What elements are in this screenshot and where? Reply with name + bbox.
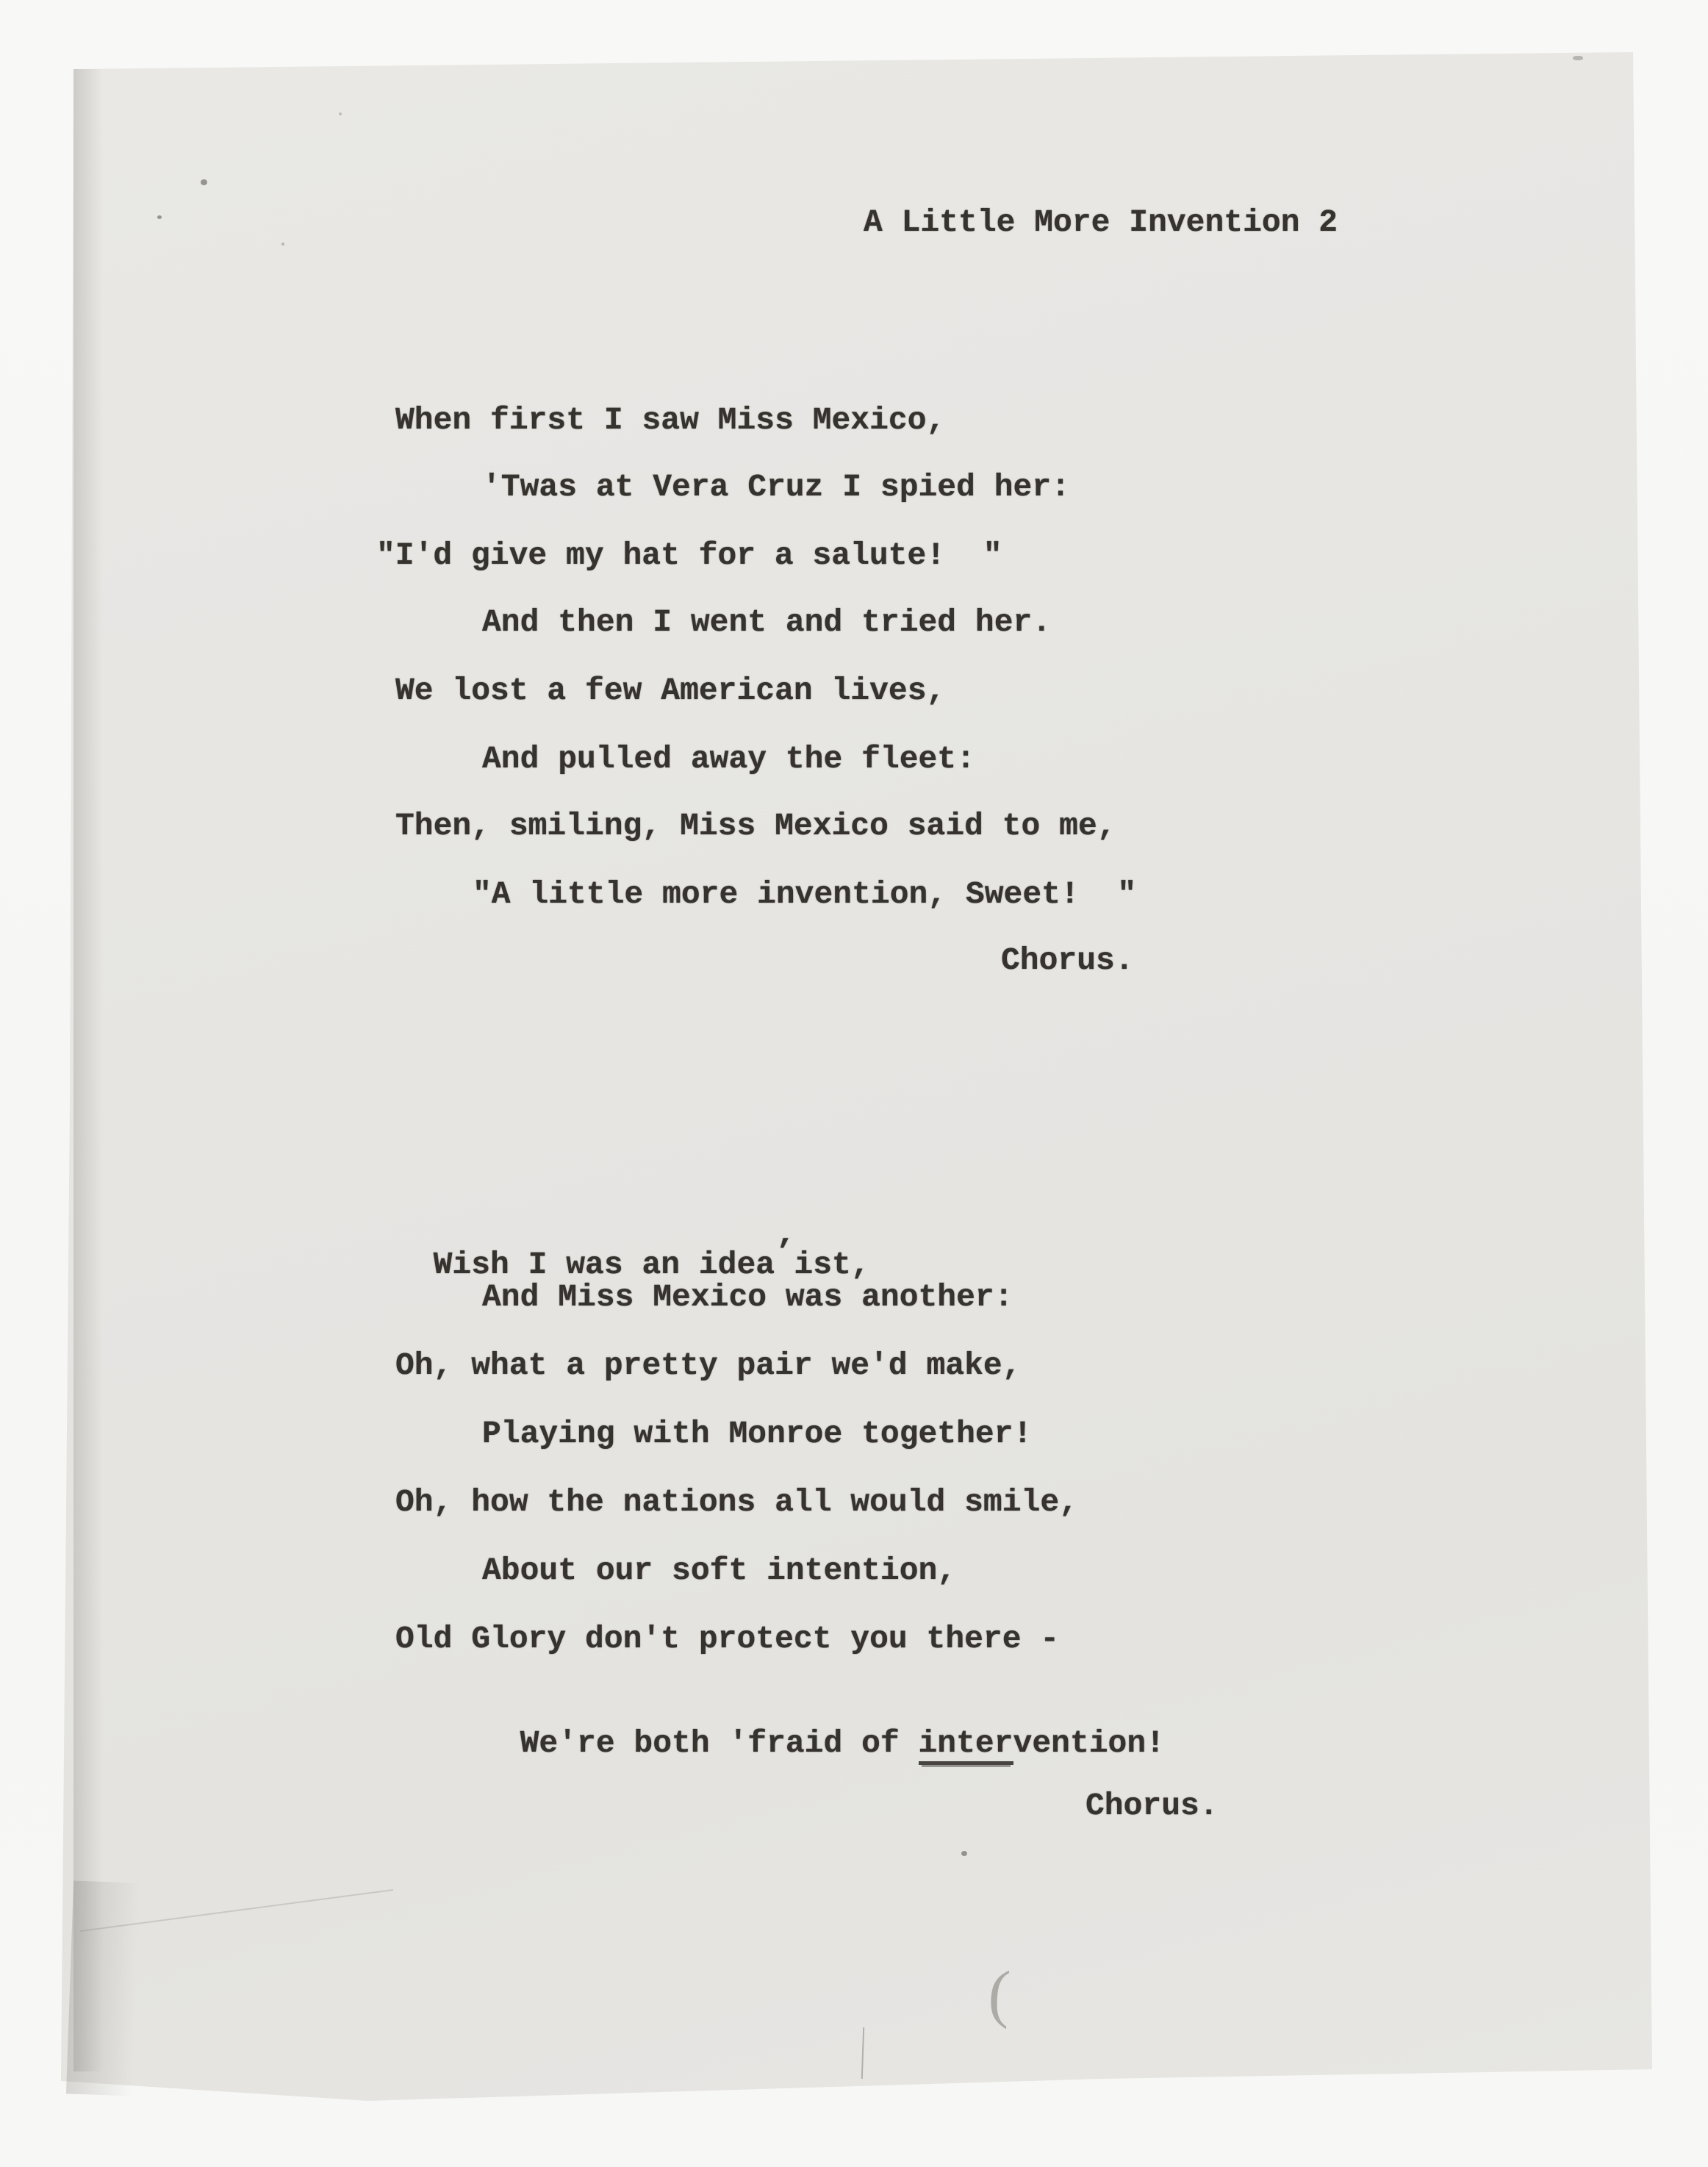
poem-line <box>395 1211 870 1284</box>
ink-speck <box>339 112 342 115</box>
poem-line: And Miss Mexico was another: <box>482 1279 1013 1315</box>
poem-line <box>482 1689 1165 1762</box>
poem-line: "I'd give my hat for a salute! " <box>376 537 1002 573</box>
ink-speck <box>281 243 284 246</box>
poem-line: When first I saw Miss Mexico, <box>395 402 946 438</box>
poem-line: Oh, how the nations all would smile, <box>395 1484 1078 1520</box>
edge-smudge <box>1573 56 1583 60</box>
underlined-word-part: inter <box>919 1725 1013 1765</box>
poem-line-segment: Wish I was an idea <box>433 1247 775 1283</box>
poem-line: "A little more invention, Sweet! " <box>473 876 1137 912</box>
document-title: A Little More Invention 2 <box>864 204 1338 240</box>
chorus-label: Chorus. <box>1001 942 1134 978</box>
poem-line: And then I went and tried her. <box>482 604 1052 640</box>
paper-left-edge-shadow <box>73 69 103 2071</box>
paper-bottom-edge-shadow <box>66 1881 140 2096</box>
poem-line: Then, smiling, Miss Mexico said to me, <box>395 808 1116 844</box>
paper-sheet <box>59 44 1661 2110</box>
poem-line: We lost a few American lives, <box>395 673 946 709</box>
poem-line-segment: vention! <box>1013 1725 1165 1762</box>
poem-line: Playing with Monroe together! <box>482 1416 1033 1452</box>
ink-speck <box>157 215 162 219</box>
poem-line: 'Twas at Vera Cruz I spied her: <box>482 469 1070 505</box>
poem-line: And pulled away the fleet: <box>482 741 975 777</box>
poem-line-segment: ist, <box>794 1247 870 1283</box>
pen-mark: ( <box>986 1958 1012 2030</box>
ink-speck <box>201 179 207 185</box>
poem-line: Old Glory don't protect you there - <box>395 1621 1060 1657</box>
raised-apostrophe-mark: ’ <box>775 1235 794 1272</box>
poem-line: About our soft intention, <box>482 1552 957 1588</box>
poem-line-segment: We're both 'fraid of <box>520 1725 919 1762</box>
chorus-label: Chorus. <box>1086 1788 1219 1824</box>
poem-line: Oh, what a pretty pair we'd make, <box>395 1347 1022 1383</box>
ink-speck <box>961 1851 967 1856</box>
